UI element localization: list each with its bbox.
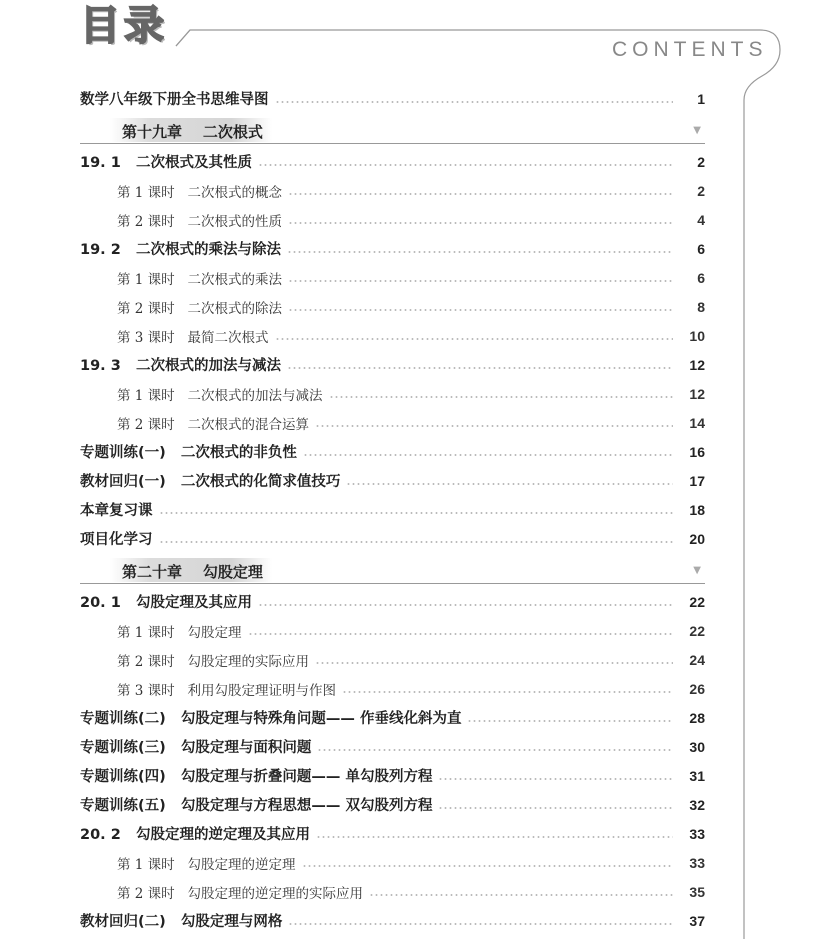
dot-leader: [315, 662, 673, 664]
entry-title: 19. 3 二次根式的加法与减法: [80, 354, 287, 375]
toc-subentry[interactable]: [80, 645, 705, 674]
toc-entry[interactable]: [80, 790, 705, 819]
page-number: 1: [697, 90, 705, 107]
toc-entry[interactable]: [80, 819, 705, 848]
page-number: 8: [697, 298, 705, 315]
page-number: 30: [689, 738, 705, 755]
dot-leader: [258, 164, 673, 166]
dot-leader: [287, 367, 673, 369]
dot-leader: [275, 101, 674, 103]
entry-title: 专题训练(一) 二次根式的非负性: [80, 441, 303, 462]
toc-entry[interactable]: [80, 587, 705, 616]
page-number: 14: [689, 414, 705, 431]
toc-subentry[interactable]: [80, 263, 705, 292]
dot-leader: [303, 454, 673, 456]
table-of-contents: [80, 84, 705, 935]
down-triangle-icon: ▼: [693, 565, 701, 576]
toc-subentry[interactable]: [80, 848, 705, 877]
toc-entry[interactable]: [80, 437, 705, 466]
toc-entry[interactable]: [80, 84, 705, 113]
page-number: 32: [689, 796, 705, 813]
entry-title: 专题训练(五) 勾股定理与方程思想—— 双勾股列方程: [80, 794, 438, 815]
entry-title: 19. 2 二次根式的乘法与除法: [80, 238, 287, 259]
toc-subentry[interactable]: [80, 292, 705, 321]
toc-subentry[interactable]: [80, 176, 705, 205]
entry-title: 第 3 课时 利用勾股定理证明与作图: [117, 679, 342, 699]
page-number: 28: [689, 709, 705, 726]
page-number: 4: [697, 211, 705, 228]
dot-leader: [258, 604, 673, 606]
toc-entry[interactable]: [80, 466, 705, 495]
dot-leader: [342, 691, 673, 693]
page-number: 24: [689, 651, 705, 668]
entry-title: 专题训练(三) 勾股定理与面积问题: [80, 736, 317, 757]
chapter-rule: [80, 143, 705, 144]
dot-leader: [288, 280, 673, 282]
dot-leader: [288, 923, 673, 925]
entry-title: 第 1 课时 二次根式的加法与减法: [117, 384, 329, 404]
dot-leader: [248, 633, 673, 635]
entry-title: 第 2 课时 二次根式的性质: [117, 210, 288, 230]
dot-leader: [315, 425, 673, 427]
entry-title: 第 2 课时 勾股定理的逆定理的实际应用: [117, 882, 369, 902]
toc-entry[interactable]: [80, 350, 705, 379]
toc-entry[interactable]: [80, 147, 705, 176]
entry-title: 第 1 课时 勾股定理: [117, 621, 248, 641]
entry-title: 第 1 课时 勾股定理的逆定理: [117, 853, 302, 873]
toc-entry[interactable]: [80, 524, 705, 553]
entry-title: 本章复习课: [80, 499, 159, 520]
contents-heading: CONTENTS: [612, 38, 768, 61]
toc-entry[interactable]: [80, 703, 705, 732]
toc-subentry[interactable]: [80, 877, 705, 906]
entry-title: 第 3 课时 最简二次根式: [117, 326, 275, 346]
page-number: 12: [689, 356, 705, 373]
dot-leader: [438, 807, 673, 809]
chapter-heading[interactable]: [80, 553, 705, 587]
chapter-heading[interactable]: [80, 113, 705, 147]
dot-leader: [288, 222, 673, 224]
dot-leader: [159, 541, 674, 543]
toc-entry[interactable]: [80, 495, 705, 524]
toc-subentry[interactable]: [80, 205, 705, 234]
dot-leader: [369, 894, 673, 896]
entry-title: 第 1 课时 二次根式的乘法: [117, 268, 288, 288]
page-number: 10: [689, 327, 705, 344]
chapter-rule: [80, 583, 705, 584]
page-number: 35: [689, 883, 705, 900]
entry-title: 数学八年级下册全书思维导图: [80, 88, 275, 109]
page-number: 12: [689, 385, 705, 402]
toc-subentry[interactable]: [80, 408, 705, 437]
page-number: 22: [689, 622, 705, 639]
toc-entry[interactable]: [80, 761, 705, 790]
dot-leader: [302, 865, 673, 867]
toc-entry[interactable]: [80, 906, 705, 935]
page-number: 2: [697, 182, 705, 199]
dot-leader: [288, 309, 673, 311]
page-title: 目录: [80, 3, 168, 49]
dot-leader: [329, 396, 673, 398]
entry-title: 20. 2 勾股定理的逆定理及其应用: [80, 823, 316, 844]
page-number: 6: [697, 240, 705, 257]
entry-title: 专题训练(二) 勾股定理与特殊角问题—— 作垂线化斜为直: [80, 707, 467, 728]
dot-leader: [316, 836, 673, 838]
entry-title: 第 2 课时 勾股定理的实际应用: [117, 650, 315, 670]
page-number: 33: [689, 854, 705, 871]
page-number: 6: [697, 269, 705, 286]
page-number: 2: [697, 153, 705, 170]
toc-subentry[interactable]: [80, 616, 705, 645]
dot-leader: [467, 720, 673, 722]
page-number: 17: [689, 472, 705, 489]
entry-title: 第 2 课时 二次根式的混合运算: [117, 413, 315, 433]
entry-title: 教材回归(一) 二次根式的化简求值技巧: [80, 470, 346, 491]
dot-leader: [346, 483, 673, 485]
toc-entry[interactable]: [80, 732, 705, 761]
page-number: 37: [689, 912, 705, 929]
entry-title: 第 1 课时 二次根式的概念: [117, 181, 288, 201]
page-number: 20: [689, 530, 705, 547]
dot-leader: [317, 749, 673, 751]
entry-title: 项目化学习: [80, 528, 159, 549]
page-number: 31: [689, 767, 705, 784]
entry-title: 20. 1 勾股定理及其应用: [80, 591, 258, 612]
page-number: 26: [689, 680, 705, 697]
entry-title: 19. 1 二次根式及其性质: [80, 151, 258, 172]
dot-leader: [438, 778, 673, 780]
page-number: 33: [689, 825, 705, 842]
page-number: 18: [689, 501, 705, 518]
dot-leader: [275, 338, 673, 340]
chapter-title: 第二十章 勾股定理: [122, 563, 263, 581]
entry-title: 教材回归(二) 勾股定理与网格: [80, 910, 288, 931]
page-number: 16: [689, 443, 705, 460]
toc-subentry[interactable]: [80, 674, 705, 703]
dot-leader: [159, 512, 674, 514]
page-number: 22: [689, 593, 705, 610]
entry-title: 专题训练(四) 勾股定理与折叠问题—— 单勾股列方程: [80, 765, 438, 786]
dot-leader: [287, 251, 673, 253]
entry-title: 第 2 课时 二次根式的除法: [117, 297, 288, 317]
dot-leader: [288, 193, 673, 195]
toc-subentry[interactable]: [80, 321, 705, 350]
toc-subentry[interactable]: [80, 379, 705, 408]
chapter-title: 第十九章 二次根式: [122, 123, 263, 141]
down-triangle-icon: ▼: [693, 125, 701, 136]
toc-entry[interactable]: [80, 234, 705, 263]
